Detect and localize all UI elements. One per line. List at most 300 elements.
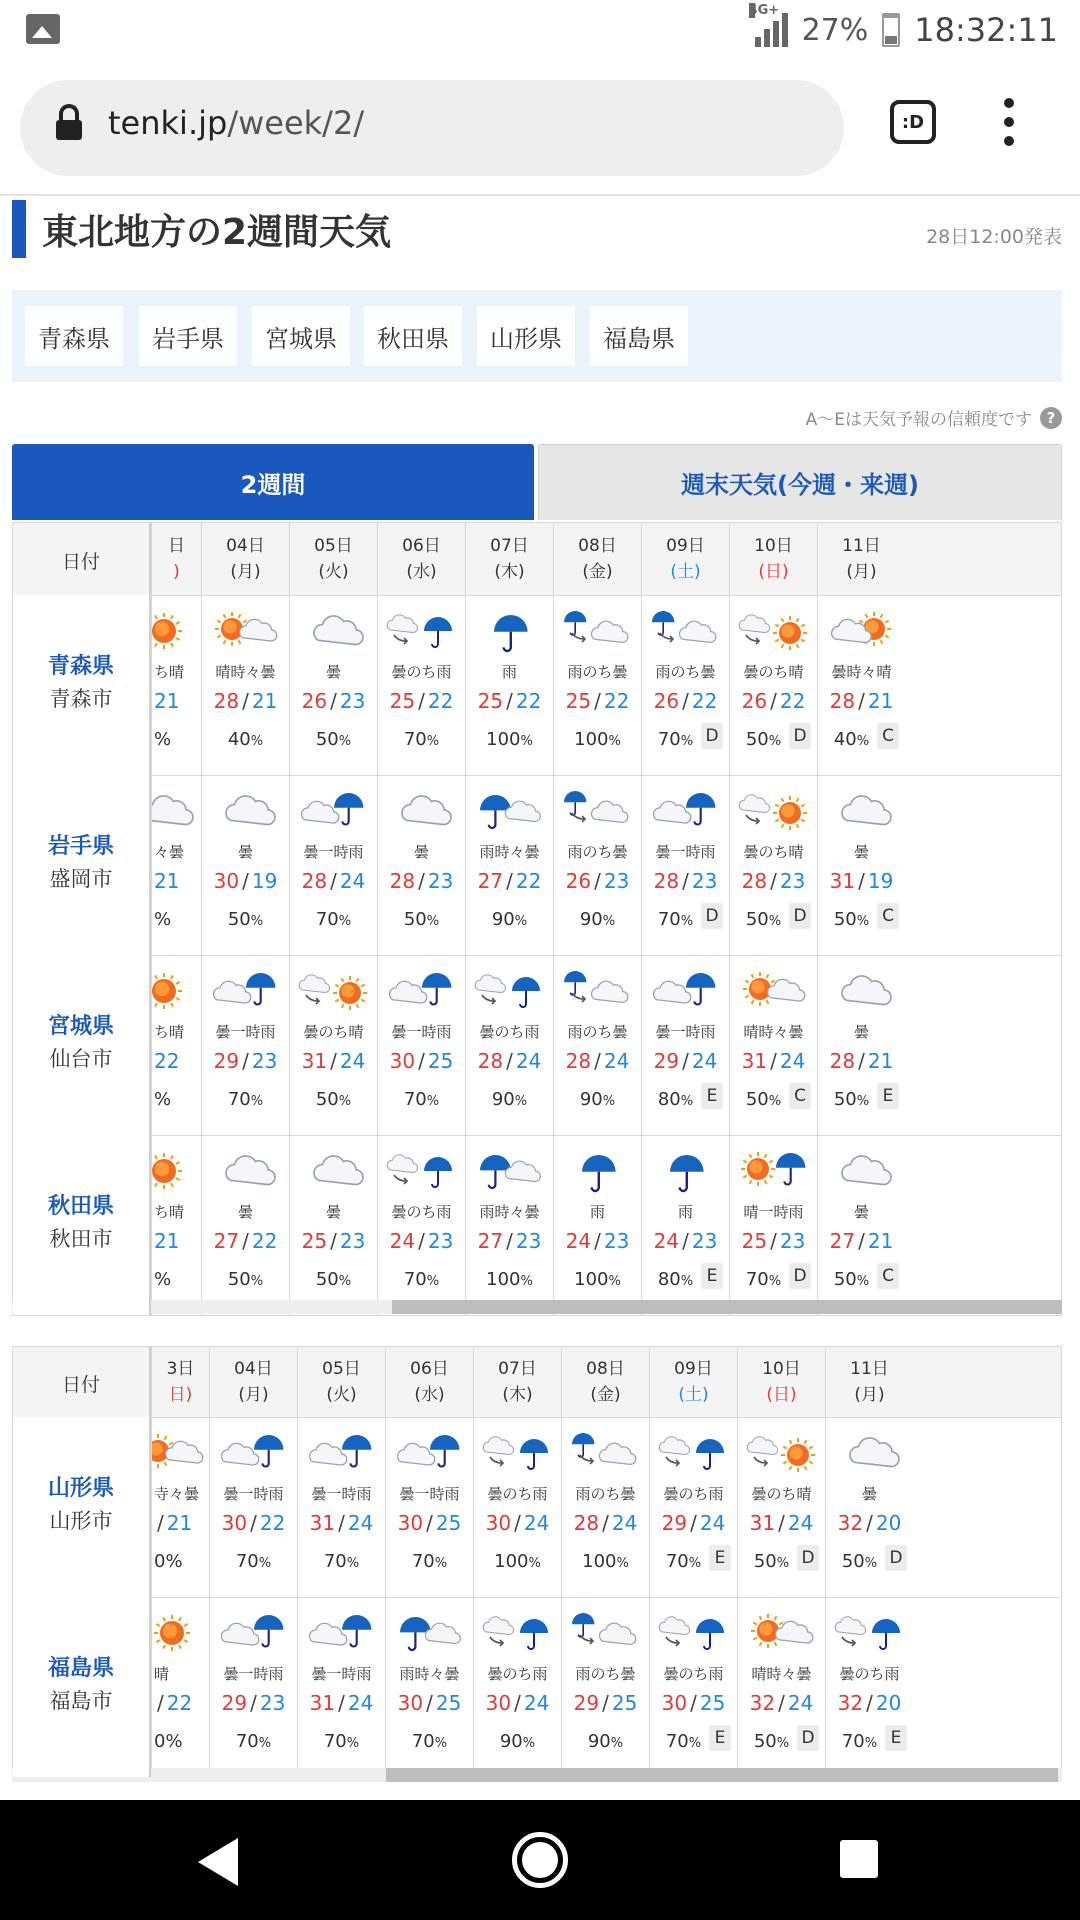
precip-probability: %	[154, 729, 172, 750]
more-menu-icon[interactable]	[1004, 98, 1016, 146]
temp-high: 25	[477, 689, 504, 713]
temperature: 28 / 21	[213, 689, 278, 713]
location-cell	[13, 775, 151, 955]
precip-probability: 90%	[579, 909, 616, 930]
table-scrollbar[interactable]	[12, 1768, 1062, 1782]
cloud-icon	[386, 789, 458, 833]
date-weekday: (木)	[502, 1385, 533, 1405]
cloud-sun-icon	[826, 609, 898, 653]
temp-low: 21	[154, 869, 180, 893]
precip-value: 90	[499, 1731, 523, 1752]
prefecture-link[interactable]: 青森県	[47, 654, 114, 679]
date-cell	[201, 523, 289, 595]
temperature: 25 / 22	[389, 689, 454, 713]
forecast-cell	[473, 1417, 561, 1597]
temp-low: 24	[787, 1511, 814, 1535]
date-header-row	[13, 1347, 1061, 1418]
temperature: 25 / 22	[477, 689, 542, 713]
precip-value: 70	[235, 1551, 259, 1572]
forecast-cell	[553, 775, 641, 955]
precip-probability: 70%	[323, 1731, 360, 1752]
weather-text: 曇一時雨	[215, 1023, 276, 1041]
precip-probability: 100%	[494, 1551, 541, 1572]
weather-text: 曇のち晴	[743, 843, 804, 861]
forecast-cell	[385, 1417, 473, 1597]
temp-high: 30	[397, 1691, 424, 1715]
rain-then-cloud-icon	[562, 969, 634, 1013]
temp-low: 24	[691, 1049, 718, 1073]
temperature: 26 / 22	[741, 689, 806, 713]
sun-icon	[151, 1611, 208, 1655]
prefecture-link[interactable]: 宮城県	[47, 1014, 114, 1039]
forecast-cell	[473, 1597, 561, 1777]
cloud-icon	[298, 609, 370, 653]
forecast-cell	[641, 775, 729, 955]
weather-text: 曇のち雨	[663, 1665, 724, 1683]
sun-cloud-icon	[738, 969, 810, 1013]
forecast-cell	[729, 595, 817, 775]
url-bar[interactable]	[20, 80, 844, 176]
forecast-cell	[377, 775, 465, 955]
scrollbar-thumb[interactable]	[386, 1768, 1058, 1782]
reliability-badge: D	[701, 723, 723, 749]
temp-high: 28	[829, 1049, 856, 1073]
sun-icon	[151, 1149, 200, 1193]
temp-high: 26	[301, 689, 328, 713]
pref-link-iwate[interactable]: 岩手県	[139, 306, 237, 366]
date-cell	[385, 1347, 473, 1417]
temp-high: 30	[213, 869, 240, 893]
precip-value: 70	[323, 1731, 347, 1752]
weather-text: 雨のち曇	[655, 663, 716, 681]
precip-probability: 70%	[665, 1551, 702, 1572]
precip-probability: 90%	[499, 1731, 536, 1752]
reliability-badge: E	[877, 1083, 899, 1109]
temp-low: 21	[154, 1229, 180, 1253]
temperature: 30 / 25	[389, 1049, 454, 1073]
forecast-cell	[737, 1597, 825, 1777]
precip-value: 70	[323, 1551, 347, 1572]
temperature: 27 / 21	[829, 1229, 894, 1253]
weather-text: 雨のち曇	[567, 663, 628, 681]
weather-text: 雨	[589, 1203, 605, 1221]
weather-text: 雨時々曇	[399, 1665, 460, 1683]
forecast-cell	[817, 955, 905, 1135]
cloud-rain-icon	[218, 1611, 290, 1655]
date-cell	[817, 523, 905, 595]
temperature: 28 / 21	[829, 1049, 894, 1073]
help-icon[interactable]: ?	[1040, 407, 1062, 429]
tab-two-weeks[interactable]: 2週間	[12, 444, 534, 520]
temp-low: 19	[867, 869, 894, 893]
date-text	[202, 533, 289, 585]
temperature: 28 / 23	[653, 869, 718, 893]
temp-low: 23	[259, 1691, 286, 1715]
temp-low: 23	[251, 1049, 278, 1073]
pref-link-fukushima[interactable]: 福島県	[590, 306, 688, 366]
temp-high: 26	[565, 869, 592, 893]
temperature: 28 / 24	[301, 869, 366, 893]
rain-then-cloud-icon	[570, 1611, 642, 1655]
temp-low: 24	[339, 1049, 366, 1073]
temp-high: 28	[477, 1049, 504, 1073]
forecast-cell	[817, 595, 905, 775]
precip-value: 50	[315, 1269, 339, 1290]
temp-high: 30	[389, 1049, 416, 1073]
temperature: 30 / 24	[485, 1691, 550, 1715]
temp-high: 32	[837, 1511, 864, 1535]
date-text	[650, 1356, 737, 1408]
forecast-cell	[729, 955, 817, 1135]
precip-probability: 70%	[403, 1269, 440, 1290]
reliability-badge: C	[877, 723, 899, 749]
pref-link-yamagata[interactable]: 山形県	[477, 306, 575, 366]
weather-text: 曇	[861, 1485, 877, 1503]
date-day: 11日	[850, 1359, 889, 1379]
temp-high: 30	[661, 1691, 688, 1715]
rain-then-cloud-icon	[562, 789, 634, 833]
weather-text: 曇のち雨	[839, 1665, 900, 1683]
date-weekday: (金)	[582, 562, 613, 582]
temp-high: 27	[477, 1229, 504, 1253]
precip-probability: 100%	[486, 1269, 533, 1290]
reliability-badge: E	[885, 1725, 907, 1751]
city-name: 秋田市	[49, 1227, 113, 1251]
cloud-then-sun-icon	[738, 609, 810, 653]
weather-text: 雨	[501, 663, 517, 681]
temp-low: 21	[166, 1511, 193, 1535]
temp-low: 25	[435, 1511, 462, 1535]
forecast-cell	[289, 775, 377, 955]
temp-low: 24	[347, 1691, 374, 1715]
precip-probability: 70%	[403, 1089, 440, 1110]
date-weekday: (月)	[238, 1385, 269, 1405]
date-day: 07日	[498, 1359, 537, 1379]
precip-value: 50	[745, 729, 769, 750]
temp-low: 22	[515, 689, 542, 713]
temp-high: 28	[573, 1511, 600, 1535]
temp-high: 25	[301, 1229, 328, 1253]
forecast-table	[12, 522, 1062, 1316]
temp-low: 23	[779, 869, 806, 893]
cloud-rain-icon	[650, 789, 722, 833]
temp-low: 22	[515, 869, 542, 893]
temp-low: 21	[154, 689, 180, 713]
precip-value: 90	[491, 1089, 515, 1110]
forecast-cell-partial	[151, 1417, 209, 1597]
weather-text: 曇時々晴	[831, 663, 892, 681]
precip-probability: 80%	[657, 1089, 694, 1110]
date-weekday: (月)	[846, 562, 877, 582]
temperature: 29 / 24	[653, 1049, 718, 1073]
temp-low: 24	[523, 1511, 550, 1535]
precip-probability: 50%	[227, 1269, 264, 1290]
date-text	[738, 1356, 825, 1408]
forecast-table	[12, 1346, 1062, 1778]
weather-text: 曇	[237, 1203, 253, 1221]
image-notification-icon	[26, 14, 60, 44]
temp-low: 19	[251, 869, 278, 893]
weather-text: 曇	[853, 1023, 869, 1041]
pref-link-akita[interactable]: 秋田県	[364, 306, 462, 366]
precip-probability: 50%	[315, 729, 352, 750]
cloud-rain-icon	[218, 1431, 290, 1475]
date-day: 07日	[490, 536, 529, 556]
precip-value: 100	[486, 1269, 521, 1290]
temperature: 28 / 24	[565, 1049, 630, 1073]
network-type: 4G+	[748, 3, 780, 18]
cloud-then-rain-icon	[386, 609, 458, 653]
date-cell	[641, 523, 729, 595]
temperature: 29 / 23	[213, 1049, 278, 1073]
temperature: 27 / 22	[213, 1229, 278, 1253]
forecast-cell	[825, 1417, 913, 1597]
weather-text: 寺々曇	[154, 1485, 200, 1503]
sun-cloud-icon	[210, 609, 282, 653]
precip-probability: 100%	[574, 729, 621, 750]
temp-high: 27	[477, 869, 504, 893]
sun-rain-icon	[738, 1149, 810, 1193]
temp-low: 20	[875, 1691, 902, 1715]
precip-value: 80	[657, 1269, 681, 1290]
precip-value: 70	[411, 1731, 435, 1752]
cloud-then-rain-icon	[482, 1611, 554, 1655]
precip-probability: 50%	[745, 909, 782, 930]
date-text	[378, 533, 465, 585]
cloud-rain-icon	[306, 1431, 378, 1475]
temp-low: 23	[691, 1229, 718, 1253]
date-weekday: 日)	[168, 1385, 193, 1405]
precip-probability: 70%	[745, 1269, 782, 1290]
date-text	[730, 533, 817, 585]
clock: 18:32:11	[914, 11, 1058, 49]
date-day: 08日	[586, 1359, 625, 1379]
rain-then-cloud-icon	[562, 609, 634, 653]
weather-text: 晴	[154, 1665, 170, 1683]
precip-probability: %	[154, 909, 172, 930]
weather-text: 曇のち雨	[391, 663, 452, 681]
precip-probability: 50%	[315, 1089, 352, 1110]
home-icon[interactable]	[512, 1832, 568, 1888]
cloud-rain-icon	[394, 1431, 466, 1475]
weather-text: 晴一時雨	[743, 1203, 804, 1221]
date-text	[386, 1356, 473, 1408]
forecast-cell-partial	[151, 1597, 209, 1777]
temp-low: 25	[611, 1691, 638, 1715]
forecast-cell-partial	[151, 595, 201, 775]
temperature: 30 / 25	[397, 1691, 462, 1715]
status-bar	[0, 0, 1080, 60]
temp-high: 31	[829, 869, 856, 893]
city-name: 仙台市	[49, 1047, 113, 1071]
date-day: 05日	[322, 1359, 361, 1379]
temp-low: 22	[603, 689, 630, 713]
temp-low: 21	[867, 689, 894, 713]
precip-value: 90	[579, 1089, 603, 1110]
temp-low: 23	[515, 1229, 542, 1253]
temp-high: 31	[749, 1511, 776, 1535]
temp-high: 30	[397, 1511, 424, 1535]
location-cell	[13, 1417, 151, 1597]
temperature: 26 / 22	[653, 689, 718, 713]
precip-probability: 90%	[491, 909, 528, 930]
date-text	[826, 1356, 913, 1408]
precip-value: 50	[745, 1089, 769, 1110]
reliability-badge: E	[709, 1545, 731, 1571]
forecast-cell	[297, 1417, 385, 1597]
reliability-badge: D	[797, 1545, 819, 1571]
precip-value: 70	[657, 909, 681, 930]
forecast-cell	[561, 1597, 649, 1777]
forecast-cell	[641, 955, 729, 1135]
cloud-rain-icon	[386, 969, 458, 1013]
temp-low: 23	[427, 869, 454, 893]
temp-high: 25	[565, 689, 592, 713]
precip-probability: 70%	[657, 909, 694, 930]
reliability-badge: C	[877, 1263, 899, 1289]
temp-high: 30	[485, 1511, 512, 1535]
cloud-then-rain-icon	[658, 1431, 730, 1475]
precip-probability: 50%	[833, 909, 870, 930]
precip-value: 50	[833, 1089, 857, 1110]
cloud-icon	[826, 1149, 898, 1193]
temp-high: 31	[301, 1049, 328, 1073]
temp-high: 24	[389, 1229, 416, 1253]
precip-probability: 50%	[841, 1551, 878, 1572]
pref-link-miyagi[interactable]: 宮城県	[252, 306, 350, 366]
temp-high: 27	[213, 1229, 240, 1253]
rain-cloud-icon	[474, 1149, 546, 1193]
published-time: 28日12:00発表	[926, 226, 1062, 248]
precip-probability: 100%	[574, 1269, 621, 1290]
forecast-cell	[209, 1597, 297, 1777]
forecast-cell	[201, 775, 289, 955]
weather-text: 雨のち曇	[567, 1023, 628, 1041]
weather-text: 曇のち雨	[487, 1485, 548, 1503]
precip-value: 100	[574, 1269, 609, 1290]
weather-text: 曇のち晴	[303, 1023, 364, 1041]
temperature: 30 / 22	[221, 1511, 286, 1535]
date-day: 11日	[842, 536, 881, 556]
temp-high: 32	[749, 1691, 776, 1715]
forecast-cell	[641, 595, 729, 775]
temp-low: 24	[603, 1049, 630, 1073]
weather-text: 雨のち曇	[575, 1485, 636, 1503]
weather-text: 曇	[413, 843, 429, 861]
precip-probability: 70%	[403, 729, 440, 750]
date-cell	[377, 523, 465, 595]
weather-text: 晴時々曇	[215, 663, 276, 681]
cloud-icon	[151, 789, 200, 833]
date-day: 10日	[754, 536, 793, 556]
back-icon[interactable]	[198, 1838, 238, 1886]
tab-switcher-button[interactable]: :D	[890, 100, 936, 144]
temperature: 31 / 24	[741, 1049, 806, 1073]
cloud-rain-icon	[306, 1611, 378, 1655]
precip-value: 70	[235, 1731, 259, 1752]
date-weekday: (水)	[414, 1385, 445, 1405]
weather-text: 曇のち雨	[479, 1023, 540, 1041]
temp-high: 31	[309, 1691, 336, 1715]
weather-text: 曇	[853, 1203, 869, 1221]
forecast-cell	[817, 775, 905, 955]
table-row	[13, 1417, 1061, 1598]
date-weekday: )	[173, 562, 180, 582]
precip-value: 70	[403, 1269, 427, 1290]
precip-value: 90	[579, 909, 603, 930]
temp-low: 24	[515, 1049, 542, 1073]
url-text: tenki.jp/week/2/	[108, 104, 365, 142]
temp-high: 26	[653, 689, 680, 713]
reliability-badge: D	[797, 1725, 819, 1751]
pref-link-aomori[interactable]: 青森県	[25, 306, 123, 366]
date-text	[466, 533, 553, 585]
temp-low: 22	[691, 689, 718, 713]
weather-text: 曇	[325, 663, 341, 681]
temp-high: 24	[653, 1229, 680, 1253]
prefecture-link[interactable]: 岩手県	[47, 834, 114, 859]
forecast-cell	[465, 595, 553, 775]
date-label: 日付	[61, 1374, 100, 1396]
date-cell-partial	[151, 523, 201, 595]
weather-text: 曇	[237, 843, 253, 861]
temperature	[152, 869, 201, 893]
table-row	[13, 595, 1061, 776]
forecast-cell	[553, 595, 641, 775]
date-label-cell	[13, 523, 151, 595]
temp-low: 22	[259, 1511, 286, 1535]
forecast-cell	[553, 1135, 641, 1315]
date-weekday: (土)	[678, 1385, 709, 1405]
cloud-icon	[210, 1149, 282, 1193]
precip-value: 50	[227, 1269, 251, 1290]
prefecture-link[interactable]: 山形県	[47, 1476, 114, 1501]
weather-text: 曇	[853, 843, 869, 861]
temp-low: 24	[523, 1691, 550, 1715]
weather-text: 曇一時雨	[311, 1485, 372, 1503]
weather-text: 曇のち晴	[751, 1485, 812, 1503]
reliability-badge: D	[789, 1263, 811, 1289]
precip-value: 100	[494, 1551, 529, 1572]
temperature: / 21	[157, 1511, 193, 1535]
date-text	[210, 1356, 297, 1408]
scrollbar-thumb[interactable]	[392, 1300, 1062, 1314]
temperature: 28 / 24	[573, 1511, 638, 1535]
precip-probability: 80%	[657, 1269, 694, 1290]
precip-value: 50	[315, 1089, 339, 1110]
prefecture-link[interactable]: 福島県	[47, 1656, 114, 1681]
precip-probability: 40%	[227, 729, 264, 750]
prefecture-nav	[12, 290, 1062, 382]
temperature	[152, 689, 201, 713]
table-row	[13, 1597, 1061, 1778]
cloud-then-rain-icon	[482, 1431, 554, 1475]
precip-value: 100	[582, 1551, 617, 1572]
date-cell-partial	[151, 1347, 209, 1417]
temperature: 25 / 22	[565, 689, 630, 713]
precip-probability: 70%	[665, 1731, 702, 1752]
date-weekday: (月)	[230, 562, 261, 582]
prefecture-link[interactable]: 秋田県	[47, 1194, 114, 1219]
precip-value: 70	[657, 729, 681, 750]
location-cell	[13, 1135, 151, 1315]
tab-weekend[interactable]: 週末天気(今週・来週)	[538, 444, 1062, 520]
temp-low: 23	[339, 1229, 366, 1253]
recent-apps-icon[interactable]	[840, 1840, 878, 1878]
table-scrollbar[interactable]	[12, 1300, 1062, 1314]
weather-text: ち晴	[154, 663, 185, 681]
date-text	[562, 1356, 649, 1408]
